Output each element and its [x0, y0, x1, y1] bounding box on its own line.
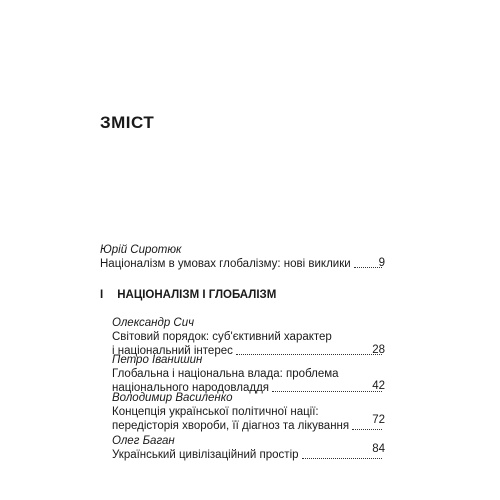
entry-title: Український цивілізаційний простір — [112, 449, 299, 461]
toc-entry[interactable] — [112, 391, 385, 433]
page-title: ЗМІСТ — [100, 113, 155, 132]
entry-title: національного народовладдя — [112, 382, 270, 394]
entry-title: передісторія хвороби, її діагноз та лікування — [112, 420, 350, 432]
entry-page-number: 9 — [378, 257, 385, 269]
entry-title: Світовий порядок: суб'єктивний характер — [112, 331, 332, 343]
entry-page-number: 28 — [372, 344, 385, 356]
entry-author: Олександр Сич — [112, 317, 195, 329]
entry-author: Олег Баган — [112, 435, 175, 447]
entry-page-number: 72 — [372, 414, 385, 426]
entry-title-line — [112, 330, 385, 344]
dot-leader — [302, 457, 382, 459]
section-title: НАЦІОНАЛІЗМ І ГЛОБАЛІЗМ — [117, 289, 277, 301]
section-heading — [100, 289, 276, 301]
entry-author: Юрій Сиротюк — [100, 244, 182, 256]
entry-title: Націоналізм в умовах глобалізму: нові виклики — [100, 258, 351, 270]
entry-title: Концепція української політичної нації: — [112, 406, 319, 418]
entry-author: Володимир Василенко — [112, 392, 233, 404]
entry-page-number: 42 — [372, 380, 385, 392]
entry-author: Петро Іванишин — [112, 354, 203, 366]
entry-title-line — [112, 367, 385, 381]
entry-title: Глобальна і національна влада: проблема — [112, 368, 339, 380]
dot-leader — [352, 428, 382, 430]
entry-title: і національний інтерес — [112, 345, 233, 357]
entry-page-number: 84 — [372, 443, 385, 455]
section-number: I — [100, 289, 104, 301]
